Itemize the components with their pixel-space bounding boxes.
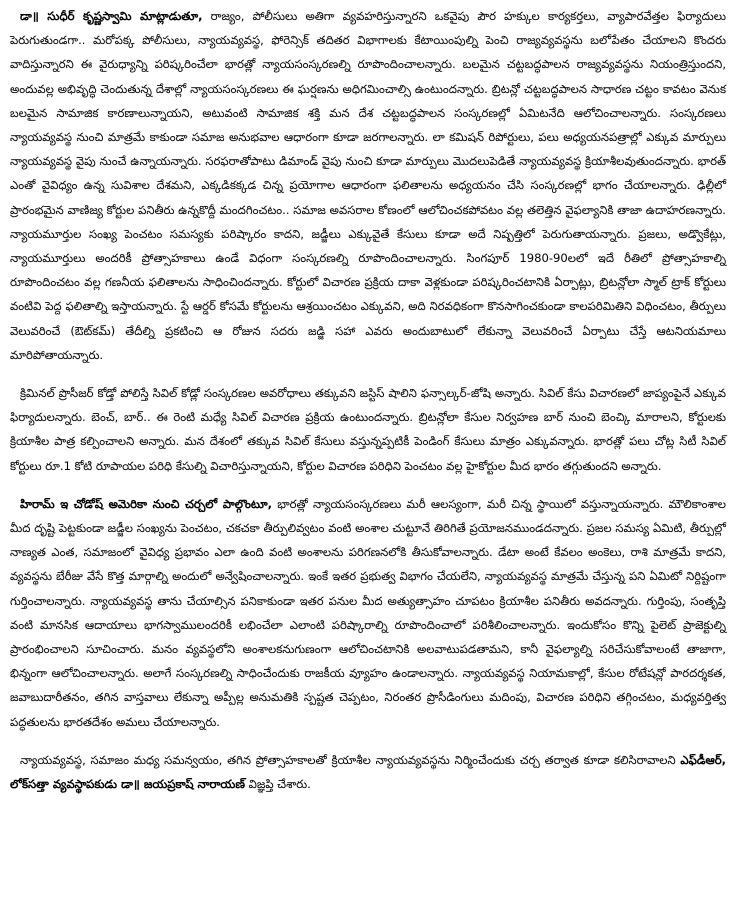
paragraph-text: న్యాయవ్యవస్థ, సమాజం మధ్య సమన్వయం, తగిన ప్రోత్సాహకాలతో క్రియాశీల న్యాయవ్యవస్థను నిర్మించేందుకు చర్చ తర్వాత కూడా కలిసిరావాలని bbox=[20, 752, 681, 767]
paragraph-hiram-chodosh bbox=[10, 492, 726, 734]
paragraph-closing bbox=[10, 748, 726, 796]
speaker-name: ఎఫ్‌డీఆర్, లోక్‌సత్తా వ్యవస్థాపకుడు డా॥ జయప్రకాష్ నారాయణ్ bbox=[10, 752, 726, 792]
paragraph-text: భారత్లో న్యాయసంస్కరణలు మరీ ఆలస్యంగా, మరీ చిన్న స్థాయిలో వస్తున్నాయన్నారు. మౌలికాంశాల మీద దృష్టి పెట్టకుండా జడ్జీల సంఖ్యను పెంచటం, చకచకా తీర్పులివ్వటం వంటి అంశాల చుట్టూనే తిరిగితే ప్రయోజనముండదన్నారు. ప్రజల సమస్య ఏమిటి, తీర్పుల్లో నాణ్యత ఎంత, సమాజంలో వైవిధ్య ప్రభావం ఎలా ఉంది వంటి అంశాలను పరిగణనలోకి తీసుకోవాలన్నారు. డేటా అంటే కేవలం అంకెలు, రాశి మాత్రమే కాదని, వ్యవస్థను బేరీజు వేసే కొత్త మార్గాల్ని అందులో అన్వేషించాలన్నారు. ఇంకే ఇతర ప్రభుత్వ విభాగం చేయలేని, న్యాయవ్యవస్థ మాత్రమే చేస్తున్న పని ఏమిటో నిర్దిష్టంగా గుర్తించాలన్నారు. న్యాయవ్యవస్థ తాను చేయాల్సిన పనికాకుండా ఇతర పనుల మీద అత్యుత్సాహం చూపటం క్రియాశీల పనితీరు అవదన్నారు. గుర్తింపు, సంతృప్తి వంటి మానసిక ఆదాయాలు భాగస్వాములందరికీ లభించేలా ఎలాంటి పరిష్కారాల్ని రూపొందించాలో పరిశీలించాలన్నారు. ఇందుకోసం కొన్ని పైలెట్ ప్రాజెక్టుల్ని ప్రారంభించాలని సూచించారు. మనం వ్యవస్థలోని అంశాలకనుగుణంగా ఆలోచించటానికి అలవాటుపడతామని, కానీ వైఫల్యాల్ని సరిచేసుకోవాలంటే తాజాగా, భిన్నంగా ఆలోచించాలన్నారు. అలాగే సంస్కరణల్ని సాధించేందుకు రాజకీయ వ్యూహం ఉండాలన్నారు. న్యాయవ్యవస్థ నియామకాల్లో, కేసుల రోటేషన్లో పారదర్శకత, జవాబుదారీతనం, తగిన వాస్తవాలు లేకున్నా అప్పీల్ల అనుమతికి స్పష్టత చెప్పటం, నిరంతర ప్రొసీడింగులు మదింపు, విచారణ పరిధిని తగ్గించటం, మధ్యవర్తిత్వ పద్ధతులను భారతదేశం అమలు చేయాలన్నారు. bbox=[10, 496, 726, 729]
paragraph-text-end: విజ్ఞప్తి చేశారు. bbox=[244, 777, 311, 792]
paragraph-text: రాజ్యం, పోలీసులు అతిగా వ్యవహరిస్తున్నారని ఒకవైపు పౌర హక్కుల కార్యకర్తలు, వ్యాపారవేత్తల ఫిర్యాదులు పెరుగుతుండగా.. మరోపక్క పోలీసులు, న్యాయవ్యవస్థ, ఫోరెన్సిక్ తదితర విభాగాలకు కేటాయింపుల్ని పెంచి రాజ్యవ్యవస్థను బలోపేతం చేయాలని కొందరు వాదిస్తున్నారని ఈ వైరుధ్యాన్ని పరిష్కరించేలా భారత్లో న్యాయసంస్కరణల్ని రూపొందించాలన్నారు. బలమైన చట్టబద్ధపాలన రాజ్యవ్యవస్థను నియంత్రిస్తుందని, అందువల్ల అభివృద్ధి చెందుతున్న దేశాల్లో న్యాయసంస్కరణలు ఈ ఘర్షణను అధిగమించాల్సి ఉంటుందన్నారు. బ్రిటన్లో చట్టబద్ధపాలన సాధారణ చట్టం కావటం వెనుక బలమైన సామాజిక కారణాలున్నాయని, అటువంటి సామాజిక శక్తి మన దేశ చట్టబద్ధపాలన సంస్కరణల్లో ఏమిటనేది ఆలోచించాలన్నారు. సంస్కరణలు న్యాయవ్యవస్థ నుంచి మాత్రమే కాకుండా సమాజ అనుభవాల ఆధారంగా కూడా జరగాలన్నారు. లా కమిషన్ రిపోర్టులు, పలు అధ్యయనపత్రాల్లో ఎక్కువ మార్పులు న్యాయవ్యవస్థ వైపు నుంచే ఉన్నాయన్నారు. సరఫరాతోపాటు డిమాండ్ వైపు నుంచి కూడా మార్పులు మొదలుపెడితే న్యాయవ్యవస్థ క్రియాశీలవుతుందన్నారు. భారత్ ఎంతో వైవిధ్యం ఉన్న సువిశాల దేశమని, ఎక్కడికక్కడ చిన్న ప్రయోగాల ఆధారంగా ఫలితాలను అధ్యయనం చేసి సంస్కరణల్లో భాగం చేయాలన్నారు. ఢిల్లీలో ప్రారంభమైన వాణిజ్య కోర్టుల పనితీరు ఉన్నకొద్దీ మందగించటం.. సమాజ అవసరాల కోణంలో ఆలోచించకపోవటం వల్ల తలెత్తిన వైఫల్యానికి తాజా ఉదాహరణన్నారు. న్యాయమూర్తుల సంఖ్య పెంచటం సమస్యకు పరిష్కారం కాదని, జడ్జీలు ఎక్కువైతే కేసులు కూడా అదే నిష్పత్తిలో పెరుగుతాయన్నారు. ప్రజలు, అడ్వొకేట్లు, న్యాయమూర్తులు అందరికీ ప్రోత్సాహకాలు ఉండే విధంగా సంస్కరణల్ని రూపొందించాలన్నారు. సింగపూర్ 1980-90లలో ఇదే రీతిలో ప్రోత్సాహకాల్ని రూపొందించటం వల్ల గణనీయ ఫలితాలను సాధించిందన్నారు. కోర్టులో విచారణ ప్రక్రియ దాకా వెళ్లకుండా పరిష్కరించటానికి ఏర్పాట్లు, బ్రిటన్లోలా స్మాల్ ట్రాక్ కోర్టులు వంటివి పెద్ద ఫలితాల్ని ఇస్తాయన్నారు. స్టే ఆర్డర్ కోసమే కోర్టులను ఆశ్రయించటం ఎక్కువని, అది నిరవధికంగా కొనసాగించకుండా కాలపరిమితిని విధించటం, తీర్పులు వెలువరించే (ఔట్‌కమ్) తేదీల్ని ప్రకటించి ఆ రోజున సదరు జడ్జి సహా ఎవరు అందుబాటులో లేకున్నా వెలువరించే ఏర్పాటు చేస్తే ఆటనియమాలు మారిపోతాయన్నారు. bbox=[10, 9, 726, 362]
paragraph-justice-shalini bbox=[10, 381, 726, 478]
speaker-name: హిరామ్ ఇ చోడోష్ అమెరికా నుంచి చర్చలో పాల్గొంటూ, bbox=[20, 496, 272, 511]
speaker-name: డా॥ సుధీర్ కృష్ణస్వామి మాట్లాడుతూ, bbox=[20, 9, 203, 23]
paragraph-text: క్రిమినల్ ప్రొసీజర్ కోడ్తో పోలిస్తే సివిల్ కోడ్లో సంస్కరణల అవరోధాలు తక్కువని జస్టిస్ షాలిని ఫన్సాల్కర్-జోషి అన్నారు. సివిల్ కేసు విచారణలో జాప్యంపైనే ఎక్కువ ఫిర్యాదులన్నారు. బెంచ్, బార్.. ఈ రెంటి మధ్యే సివిల్ విచారణ ప్రక్రియ ఉంటుందన్నారు. బ్రిటన్లోలా కేసుల నిర్వహణ బార్ నుంచి బెంచ్కి మారాలని, కోర్టులకు క్రియాశీల పాత్ర కల్పించాలని అన్నారు. మన దేశంలో తక్కువ సివిల్ కేసులు వస్తున్నప్పటికీ పెండింగ్ కేసులు మాత్రం ఎక్కువన్నారు. భారత్లో పలు చోట్ల సిటీ సివిల్ కోర్టులు రూ.1 కోటి రూపాయల పరిధి కేసుల్ని విచారిస్తున్నాయని, కోర్టుల విచారణ పరిధిని పెంచటం వల్ల హైకోర్టుల మీద భారం తగ్గుతుందని అన్నారు. bbox=[10, 386, 726, 473]
paragraph-sudhir-krishnaswamy bbox=[10, 4, 726, 367]
